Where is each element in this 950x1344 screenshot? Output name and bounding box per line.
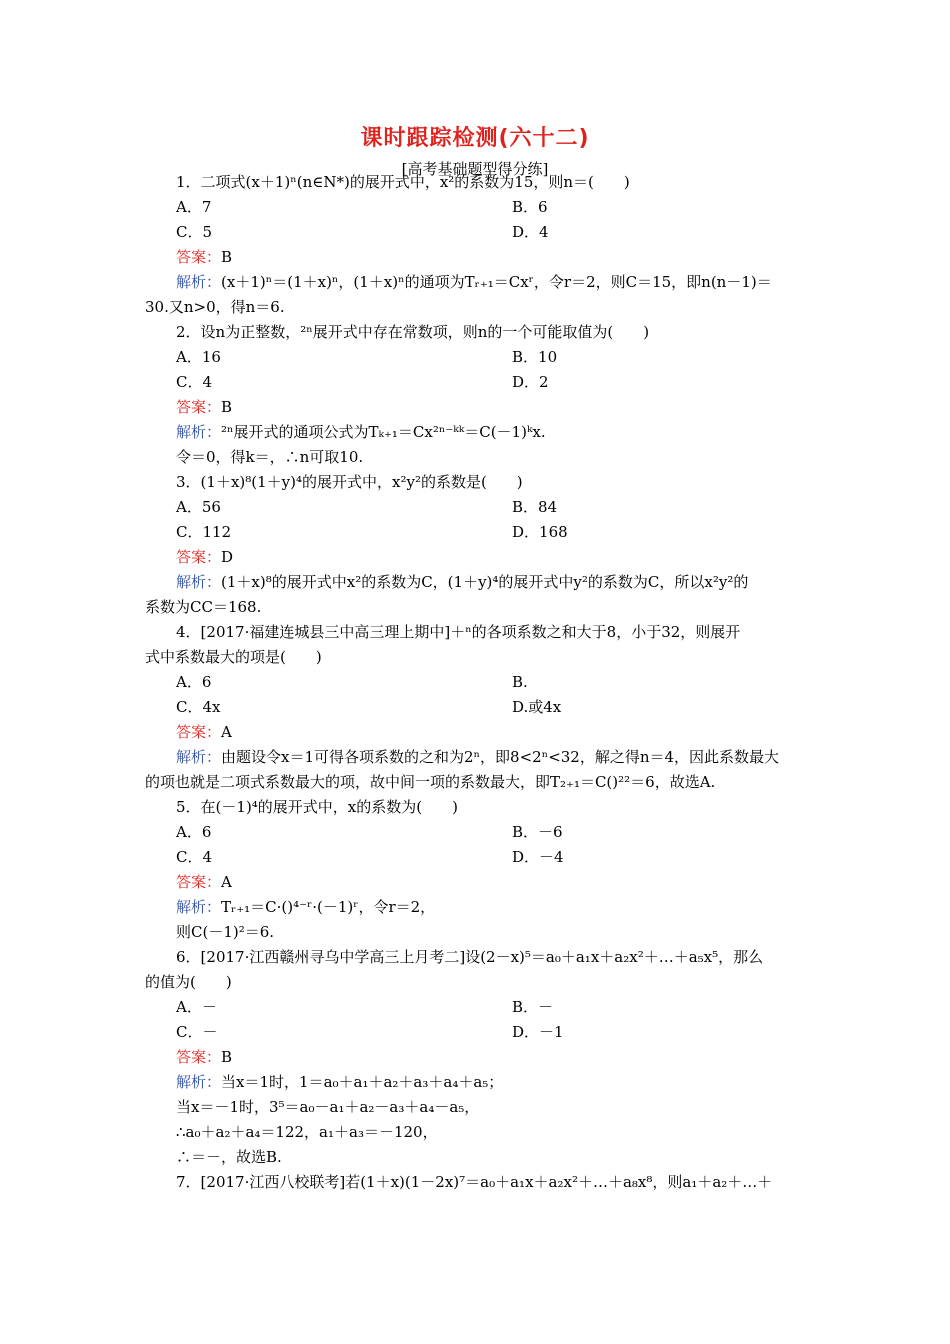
analysis-line <box>176 1072 503 1092</box>
text-line <box>176 497 221 517</box>
text-line <box>176 822 211 842</box>
line-text: C．4 <box>176 373 213 391</box>
line-text: 则C(－1)²＝6. <box>176 923 275 941</box>
analysis-line <box>176 747 779 767</box>
text-line <box>176 1147 282 1167</box>
analysis-label: 解析： <box>176 1073 222 1091</box>
analysis-label: 解析： <box>176 273 222 291</box>
line-text: ∴a₀＋a₂＋a₄＝122，a₁＋a₃＝－120， <box>176 1123 438 1141</box>
line-text: 2．设n为正整数，²ⁿ展开式中存在常数项，则n的一个可能取值为( ) <box>176 323 650 341</box>
text-line <box>176 672 211 692</box>
answer-line <box>176 722 232 742</box>
option-right: D．－4 <box>512 848 564 866</box>
answer-label: 答案： <box>176 1048 222 1066</box>
text-line <box>176 1122 438 1142</box>
analysis-label: 解析： <box>176 898 222 916</box>
line-text: (1＋x)⁸的展开式中x²的系数为C，(1＋y)⁴的展开式中y²的系数为C，所以x²y²的 <box>221 573 749 591</box>
text-line <box>176 347 221 367</box>
text-line <box>176 697 220 717</box>
text-line <box>176 1022 217 1042</box>
line-text: A．－ <box>176 998 217 1016</box>
line-text: C．4x <box>176 698 221 716</box>
option-right: B．6 <box>512 198 548 216</box>
text-line <box>176 172 630 192</box>
option-right: D．4 <box>512 223 549 241</box>
text-line <box>176 847 212 867</box>
line-text: B <box>221 398 233 416</box>
answer-label: 答案： <box>176 398 222 416</box>
text-line <box>176 522 231 542</box>
text-line <box>145 597 261 617</box>
answer-line <box>176 247 232 267</box>
analysis-line <box>176 272 772 292</box>
line-text: Tᵣ₊₁＝C·()⁴⁻ʳ·(－1)ʳ，令r＝2， <box>221 898 436 916</box>
line-text: B <box>221 248 233 266</box>
line-text: A <box>221 873 232 891</box>
line-text: 的项也就是二项式系数最大的项，故中间一项的系数最大，即T₂₊₁＝C()²²＝6，故选A. <box>145 773 716 791</box>
text-line <box>176 997 217 1017</box>
line-text: D <box>221 548 234 566</box>
text-line <box>176 197 211 217</box>
line-text: ∴＝－，故选B. <box>176 1148 282 1166</box>
line-text: 令＝0，得k＝，∴n可取10. <box>176 448 364 466</box>
line-text: 1．二项式(x＋1)ⁿ(n∈N*)的展开式中，x²的系数为15，则n＝( ) <box>176 173 630 191</box>
text-line <box>145 647 322 667</box>
option-right: B．－ <box>512 998 554 1016</box>
text-line <box>176 922 274 942</box>
line-text: A．16 <box>176 348 221 366</box>
text-line <box>176 472 523 492</box>
line-text: C．5 <box>176 223 213 241</box>
text-line <box>176 622 740 642</box>
line-text: 6．[2017·江西赣州寻乌中学高三上月考二]设(2－x)⁵＝a₀＋a₁x＋a₂x²＋…＋a₅x⁵，那么 <box>176 948 764 966</box>
line-text: C．－ <box>176 1023 218 1041</box>
analysis-label: 解析： <box>176 748 222 766</box>
line-text: B <box>221 1048 233 1066</box>
line-text: (x＋1)ⁿ＝(1＋x)ⁿ，(1＋x)ⁿ的通项为Tᵣ₊₁＝Cxʳ，令r＝2，则C＝15，即n(n－1)＝ <box>221 273 772 291</box>
text-line <box>176 372 212 392</box>
section-subtitle: [高考基础题型得分练] <box>401 160 549 178</box>
option-right: B．10 <box>512 348 558 366</box>
text-line <box>145 297 285 317</box>
line-text: 当x＝－1时，3⁵＝a₀－a₁＋a₂－a₃＋a₄－a₅， <box>176 1098 480 1116</box>
analysis-line <box>176 572 748 592</box>
text-line <box>145 972 232 992</box>
option-right: B．84 <box>512 498 558 516</box>
line-text: 由题设令x＝1可得各项系数的之和为2ⁿ，即8<2ⁿ<32，解之得n＝4，因此系数最大 <box>221 748 780 766</box>
answer-line <box>176 397 232 417</box>
line-text: A．6 <box>176 673 212 691</box>
answer-label: 答案： <box>176 548 222 566</box>
option-right: D.或4x <box>512 698 562 716</box>
text-line <box>176 797 458 817</box>
analysis-label: 解析： <box>176 573 222 591</box>
line-text: A．56 <box>176 498 221 516</box>
line-text: 系数为CC＝168. <box>145 598 262 616</box>
line-text: 7．[2017·江西八校联考]若(1＋x)(1－2x)⁷＝a₀＋a₁x＋a₂x²＋…＋a₈x⁸，则a₁＋a₂＋…＋ <box>176 1173 773 1191</box>
text-line <box>176 322 649 342</box>
analysis-line <box>176 422 546 442</box>
line-text: 4．[2017·福建连城县三中高三理上期中]＋ⁿ的各项系数之和大于8，小于32，则展开 <box>176 623 741 641</box>
answer-label: 答案： <box>176 723 222 741</box>
analysis-line <box>176 897 435 917</box>
line-text: 式中系数最大的项是( ) <box>145 648 322 666</box>
text-line <box>176 947 763 967</box>
option-right: B. <box>512 673 528 691</box>
line-text: A．6 <box>176 823 212 841</box>
page-title: 课时跟踪检测(六十二) <box>360 126 590 151</box>
text-line <box>176 1097 479 1117</box>
line-text: 30.又n>0，得n＝6. <box>145 298 285 316</box>
line-text: A <box>221 723 232 741</box>
answer-line <box>176 872 232 892</box>
line-text: 5．在(－1)⁴的展开式中，x的系数为( ) <box>176 798 458 816</box>
text-line <box>176 1172 772 1192</box>
option-right: D．2 <box>512 373 549 391</box>
option-right: D．168 <box>512 523 568 541</box>
answer-line <box>176 547 233 567</box>
text-line <box>145 772 715 792</box>
analysis-label: 解析： <box>176 423 222 441</box>
line-text: C．4 <box>176 848 213 866</box>
line-text: A．7 <box>176 198 212 216</box>
text-line <box>176 447 363 467</box>
line-text: C．112 <box>176 523 232 541</box>
line-text: 3．(1＋x)⁸(1＋y)⁴的展开式中，x²y²的系数是( ) <box>176 473 523 491</box>
option-right: D．－1 <box>512 1023 564 1041</box>
answer-line <box>176 1047 232 1067</box>
answer-label: 答案： <box>176 873 222 891</box>
line-text: 当x＝1时，1＝a₀＋a₁＋a₂＋a₃＋a₄＋a₅； <box>221 1073 504 1091</box>
line-text: ²ⁿ展开式的通项公式为Tₖ₊₁＝Cx²ⁿ⁻ᵏᵏ＝C(－1)ᵏx. <box>221 423 546 441</box>
answer-label: 答案： <box>176 248 222 266</box>
text-line <box>176 222 212 242</box>
option-right: B．－6 <box>512 823 563 841</box>
line-text: 的值为( ) <box>145 973 232 991</box>
